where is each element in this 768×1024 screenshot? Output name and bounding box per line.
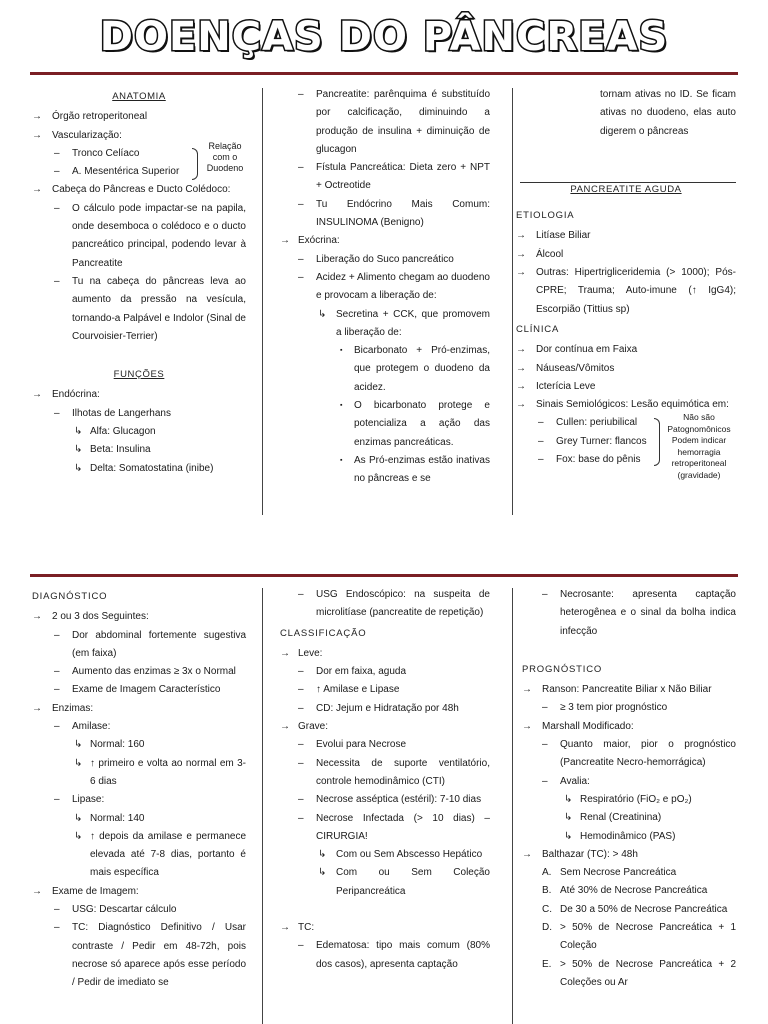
title-divider xyxy=(30,72,738,75)
subitem-arrow-icon: ↳ xyxy=(74,739,83,751)
column-divider xyxy=(262,588,263,1024)
dash-icon: – xyxy=(54,202,60,214)
signs-note: Não são Patognomônicos Podem indicar hemorragia retroperitoneal (gravidade) xyxy=(667,412,731,480)
list-item: – Necrose asséptica (estéril): 7-10 dias xyxy=(280,791,490,809)
list-item: – Tu na cabeça do pâncreas leva ao aumento da pressão na vesícula, tornando-a Palpável e Indolor (Sinal de Courvoisier-Terrier) xyxy=(32,273,246,346)
list-item: – Necrose Infectada (> 10 dias) – CIRURGIA! xyxy=(280,810,490,847)
dash-icon: – xyxy=(54,629,60,641)
arrow-icon: → xyxy=(522,684,532,696)
list-item: → Sinais Semiológicos: Lesão equimótica em: xyxy=(516,396,736,414)
arrow-icon: → xyxy=(32,129,42,141)
list-item: ↳ Com ou Sem Coleção Peripancreática xyxy=(280,864,490,901)
functions-column xyxy=(280,86,490,489)
arrow-icon: → xyxy=(516,362,526,374)
arrow-icon: → xyxy=(280,235,290,247)
dash-icon: – xyxy=(542,702,548,714)
dash-icon: – xyxy=(298,162,304,174)
list-item: B. Até 30% de Necrose Pancreática xyxy=(522,882,736,900)
letter-marker: E. xyxy=(542,958,552,970)
list-item: – Fox: base do pênis xyxy=(516,451,736,469)
subitem-arrow-icon: ↳ xyxy=(74,757,83,769)
list-item: → Balthazar (TC): > 48h xyxy=(522,846,736,864)
list-item: – Tu Endócrino Mais Comum: INSULINOMA (Benigno) xyxy=(280,196,490,233)
section-title-anatomia: ANATOMIA xyxy=(112,91,166,102)
subitem-arrow-icon: ↳ xyxy=(74,812,83,824)
heading-prognostico: PROGNÓSTICO xyxy=(522,663,603,675)
list-item: ▪ As Pró-enzimas estão inativas no pâncreas e se xyxy=(280,452,490,489)
column-divider xyxy=(512,588,513,1024)
dash-icon: – xyxy=(54,666,60,678)
list-item: → Álcool xyxy=(516,246,736,264)
arrow-icon: → xyxy=(522,848,532,860)
dash-icon: – xyxy=(538,454,544,466)
signs-group xyxy=(516,412,736,480)
dash-icon: – xyxy=(542,739,548,751)
brace-icon xyxy=(654,418,660,466)
heading-diagnostico: DIAGNÓSTICO xyxy=(32,591,108,602)
column-divider xyxy=(262,88,263,515)
list-item: → Ranson: Pancreatite Biliar x Não Biliar xyxy=(522,681,736,699)
dash-icon: – xyxy=(298,702,304,714)
column-divider xyxy=(512,88,513,515)
letter-marker: B. xyxy=(542,885,552,897)
arrow-icon: → xyxy=(32,111,42,123)
list-item: – Amilase: xyxy=(32,718,246,736)
section-title-pancreatite-aguda: PANCREATITE AGUDA xyxy=(570,183,682,195)
list-item: → Grave: xyxy=(280,718,490,736)
subitem-arrow-icon: ↳ xyxy=(564,793,573,805)
dash-icon: – xyxy=(298,794,304,806)
continuation-text: tornam ativas no ID. Se ficam ativas no duodeno, elas auto digerem o pâncreas xyxy=(600,89,736,137)
list-item: → Órgão retroperitoneal xyxy=(32,108,246,126)
list-item: ↳ Com ou Sem Abscesso Hepático xyxy=(280,846,490,864)
dash-icon: – xyxy=(298,739,304,751)
list-item: – Tronco Celíaco xyxy=(32,145,246,163)
section-divider xyxy=(30,574,738,577)
list-item: → Dor contínua em Faixa xyxy=(516,341,736,359)
list-item: → Enzimas: xyxy=(32,700,246,718)
list-item: D. > 50% de Necrose Pancreática + 1 Coleção xyxy=(522,919,736,956)
list-item: – A. Mesentérica Superior xyxy=(32,163,246,181)
arrow-icon: → xyxy=(516,248,526,260)
dash-icon: – xyxy=(298,253,304,265)
list-item: – Fístula Pancreática: Dieta zero + NPT + Octreotide xyxy=(280,159,490,196)
list-item: – Necessita de suporte ventilatório, controle hemodinâmico (CTI) xyxy=(280,755,490,792)
bullet-icon: ▪ xyxy=(340,402,343,410)
arrow-icon: → xyxy=(516,267,526,279)
subitem-arrow-icon: ↳ xyxy=(74,462,83,474)
list-item: – Dor abdominal fortemente sugestiva (em faixa) xyxy=(32,627,246,664)
arrow-icon: → xyxy=(32,184,42,196)
dash-icon: – xyxy=(538,417,544,429)
heading-etiologia: ETIOLOGIA xyxy=(516,210,575,222)
dash-icon: – xyxy=(298,271,304,283)
dash-icon: – xyxy=(298,812,304,824)
dash-icon: – xyxy=(298,666,304,678)
diagnosis-column xyxy=(32,586,246,993)
dash-icon: – xyxy=(54,147,60,159)
dash-icon: – xyxy=(54,794,60,806)
list-item: – Edematosa: tipo mais comum (80% dos casos), apresenta captação xyxy=(280,937,490,974)
bullet-icon: ▪ xyxy=(340,347,343,355)
dash-icon: – xyxy=(542,589,548,600)
dash-icon: – xyxy=(54,166,60,178)
list-item: → Vascularização: xyxy=(32,127,246,145)
brace-icon xyxy=(192,148,198,180)
arrow-icon: → xyxy=(32,702,42,714)
list-item: – Exame de Imagem Característico xyxy=(32,681,246,699)
dash-icon: – xyxy=(542,775,548,787)
letter-marker: A. xyxy=(542,867,552,879)
arrow-icon: → xyxy=(32,611,42,623)
acute-pancreatitis-column xyxy=(516,86,736,480)
subitem-arrow-icon: ↳ xyxy=(564,830,573,842)
list-item: ↳ Respiratório (FiO₂ e pO₂) xyxy=(522,791,736,809)
list-item: ▪ O bicarbonato protege e potencializa a ação das enzimas pancreáticas. xyxy=(280,397,490,452)
subitem-arrow-icon: ↳ xyxy=(74,444,83,456)
list-item: – Acidez + Alimento chegam ao duodeno e provocam a liberação de: xyxy=(280,269,490,306)
list-item: ↳ Secretina + CCK, que promovem a liberação de: xyxy=(280,306,490,343)
arrow-icon: → xyxy=(280,721,290,733)
dash-icon: – xyxy=(298,198,304,210)
list-item: E. > 50% de Necrose Pancreática + 2 Coleções ou Ar xyxy=(522,956,736,993)
list-item: ↳ ↑ primeiro e volta ao normal em 3-6 dias xyxy=(32,755,246,792)
page-title: DOENÇAS DO PÂNCREAS xyxy=(99,14,669,60)
arrow-icon: → xyxy=(516,380,526,392)
list-item: – Cullen: periubilical xyxy=(516,414,736,432)
subitem-arrow-icon: ↳ xyxy=(564,812,573,824)
subitem-arrow-icon: ↳ xyxy=(318,308,327,320)
letter-marker: C. xyxy=(542,903,552,915)
list-item: – Lipase: xyxy=(32,791,246,809)
list-item: – Pancreatite: parênquima é substituído por calcificação, diminuindo a produção de insulina + diminuição de glucagon xyxy=(280,86,490,159)
dash-icon: – xyxy=(298,684,304,696)
dash-icon: – xyxy=(298,589,304,600)
heading-classificacao: CLASSIFICAÇÃO xyxy=(280,627,367,639)
list-item: → Leve: xyxy=(280,645,490,663)
list-item: → Exócrina: xyxy=(280,232,490,250)
list-item: – Grey Turner: flancos xyxy=(516,433,736,451)
list-item: – Quanto maior, pior o prognóstico (Pancreatite Necro-hemorrágica) xyxy=(522,736,736,773)
arrow-icon: → xyxy=(32,389,42,401)
list-item: → Outras: Hipertrigliceridemia (> 1000); Pós-CPRE; Trauma; Auto-imune (↑ IgG4); Escorpião (Tittius sp) xyxy=(516,264,736,319)
classification-column xyxy=(280,586,490,974)
list-item: ↳ Delta: Somatostatina (inibe) xyxy=(32,460,246,478)
list-item: → Marshall Modificado: xyxy=(522,718,736,736)
dash-icon: – xyxy=(298,757,304,769)
list-item: ↳ Renal (Creatinina) xyxy=(522,809,736,827)
list-item: → Endócrina: xyxy=(32,386,246,404)
list-item: – USG: Descartar cálculo xyxy=(32,901,246,919)
list-item: → Exame de Imagem: xyxy=(32,883,246,901)
list-item: – Dor em faixa, aguda xyxy=(280,663,490,681)
list-item: ↳ Normal: 140 xyxy=(32,810,246,828)
arrow-icon: → xyxy=(516,399,526,411)
list-item: → 2 ou 3 dos Seguintes: xyxy=(32,608,246,626)
list-item: – Liberação do Suco pancreático xyxy=(280,251,490,269)
vascularization-group xyxy=(32,140,246,182)
list-item: A. Sem Necrose Pancreática xyxy=(522,864,736,882)
list-item: – Aumento das enzimas ≥ 3x o Normal xyxy=(32,663,246,681)
arrow-icon: → xyxy=(32,885,42,897)
list-item: C. De 30 a 50% de Necrose Pancreática xyxy=(522,901,736,919)
bullet-icon: ▪ xyxy=(340,456,343,464)
dash-icon: – xyxy=(54,684,60,696)
prognosis-column xyxy=(522,586,736,992)
subitem-arrow-icon: ↳ xyxy=(318,849,327,861)
list-item: – Necrosante: apresenta captação heterogênea e o sinal da bolha indica infecção xyxy=(522,586,736,641)
arrow-icon: → xyxy=(280,647,290,659)
list-item: ↳ Beta: Insulina xyxy=(32,441,246,459)
list-item: ↳ Hemodinâmico (PAS) xyxy=(522,828,736,846)
dash-icon: – xyxy=(298,89,304,100)
dash-icon: – xyxy=(54,275,60,287)
arrow-icon: → xyxy=(280,922,290,934)
list-item: ↳ Normal: 160 xyxy=(32,736,246,754)
brace-note: Relação com o Duodeno xyxy=(206,140,244,173)
list-item: → Icterícia Leve xyxy=(516,378,736,396)
dash-icon: – xyxy=(298,940,304,952)
list-item: ↳ Alfa: Glucagon xyxy=(32,423,246,441)
list-item: – TC: Diagnóstico Definitivo / Usar contraste / Pedir em 48-72h, pois necrose só aparece após esse período / Pedir de imediato se xyxy=(32,919,246,992)
subitem-arrow-icon: ↳ xyxy=(74,830,83,842)
dash-icon: – xyxy=(54,922,60,934)
subitem-arrow-icon: ↳ xyxy=(74,426,83,438)
list-item: – Ilhotas de Langerhans xyxy=(32,405,246,423)
list-item: ▪ Bicarbonato + Pró-enzimas, que protegem o duodeno da acidez. xyxy=(280,342,490,397)
heading-clinica: CLÍNICA xyxy=(516,323,560,335)
list-item: – O cálculo pode impactar-se na papila, onde desemboca o colédoco e o ducto pancreático principal, podendo levar à Pancreatite xyxy=(32,200,246,273)
list-item: → Náuseas/Vômitos xyxy=(516,360,736,378)
list-item: – Evolui para Necrose xyxy=(280,736,490,754)
list-item: – ↑ Amilase e Lipase xyxy=(280,681,490,699)
list-item: – CD: Jejum e Hidratação por 48h xyxy=(280,700,490,718)
dash-icon: – xyxy=(54,904,60,916)
letter-marker: D. xyxy=(542,922,552,934)
list-item: → Cabeça do Pâncreas e Ducto Colédoco: xyxy=(32,181,246,199)
anatomy-column xyxy=(32,86,246,478)
dash-icon: – xyxy=(54,721,60,733)
subitem-arrow-icon: ↳ xyxy=(318,867,327,879)
arrow-icon: → xyxy=(522,720,532,732)
arrow-icon: → xyxy=(516,230,526,242)
dash-icon: – xyxy=(54,407,60,419)
list-item: – ≥ 3 tem pior prognóstico xyxy=(522,699,736,717)
list-item: – Avalia: xyxy=(522,773,736,791)
section-title-funcoes: FUNÇÕES xyxy=(113,369,165,381)
list-item: – USG Endoscópico: na suspeita de microlitíase (pancreatite de repetição) xyxy=(280,586,490,623)
dash-icon: – xyxy=(538,435,544,447)
list-item: → Litíase Biliar xyxy=(516,227,736,245)
list-item: → TC: xyxy=(280,919,490,937)
list-item: ↳ ↑ depois da amilase e permanece elevada até 7-8 dias, portanto é mais específica xyxy=(32,828,246,883)
arrow-icon: → xyxy=(516,344,526,356)
